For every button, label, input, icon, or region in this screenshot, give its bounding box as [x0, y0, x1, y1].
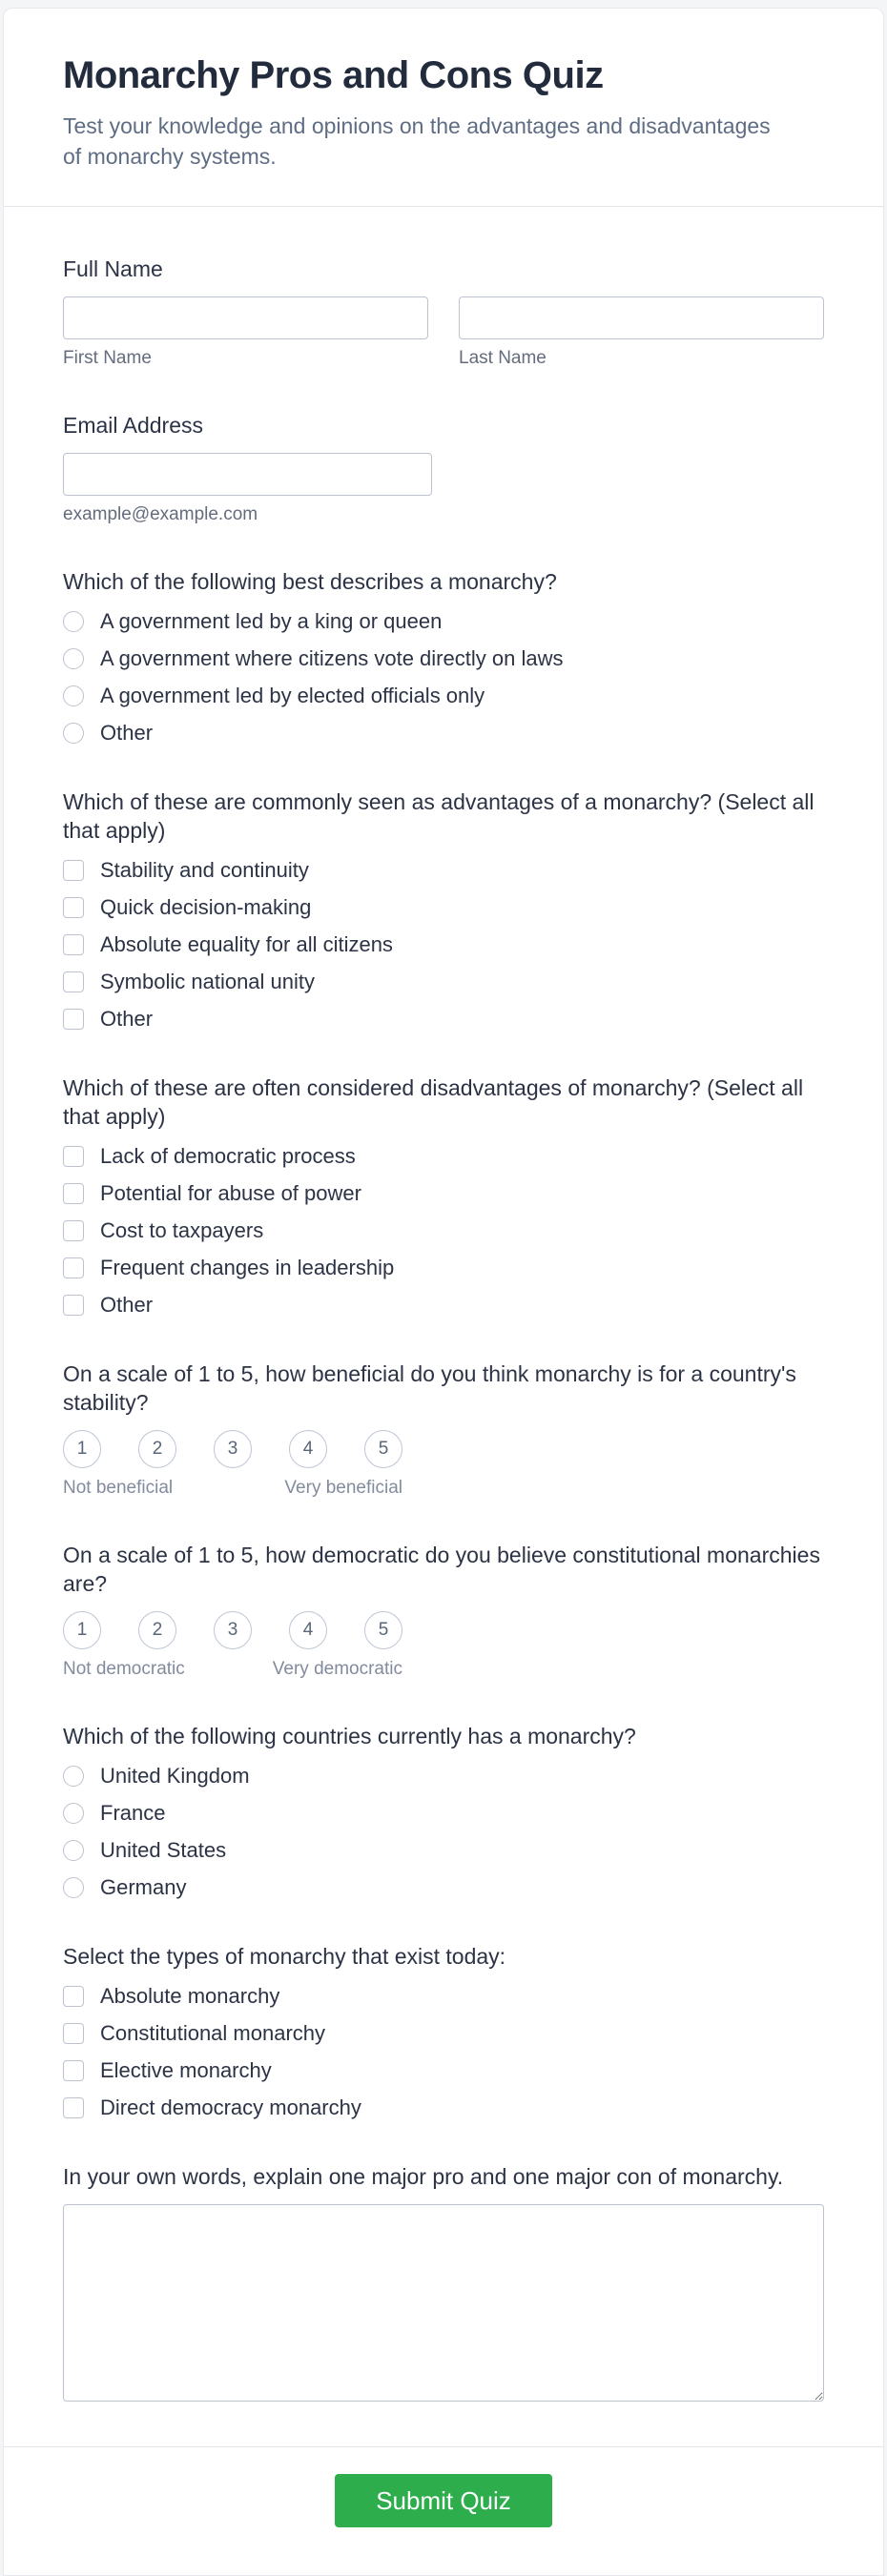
full-name-label: Full Name [63, 256, 163, 281]
scale-option-1[interactable]: 1 [63, 1430, 101, 1468]
option-label: United Kingdom [100, 1764, 250, 1788]
option-label: France [100, 1801, 166, 1825]
checkbox-option-row[interactable] [63, 970, 824, 994]
email-input[interactable] [63, 453, 432, 496]
radio-control[interactable] [63, 685, 84, 706]
full-name-field [63, 255, 824, 369]
radio-control[interactable] [63, 723, 84, 744]
submit-button[interactable]: Submit Quiz [335, 2474, 552, 2527]
radio-option-row[interactable] [63, 1838, 824, 1863]
checkbox-control[interactable] [63, 934, 84, 955]
option-label: Cost to taxpayers [100, 1218, 264, 1242]
question-essay [63, 2162, 824, 2406]
option-label: Quick decision-making [100, 895, 312, 919]
email-field [63, 411, 824, 525]
checkbox-option-row[interactable] [63, 2096, 824, 2120]
scale-row [63, 1611, 824, 1649]
checkbox-option-row[interactable] [63, 1256, 824, 1280]
checkbox-option-row[interactable] [63, 1293, 824, 1318]
checkbox-control[interactable] [63, 897, 84, 918]
option-label: Absolute equality for all citizens [100, 932, 393, 956]
question-label: Select the types of monarchy that exist today: [63, 1944, 506, 1969]
radio-option-row[interactable] [63, 1875, 824, 1900]
question-scale-democratic [63, 1541, 824, 1680]
essay-textarea[interactable] [63, 2204, 824, 2402]
radio-control[interactable] [63, 1877, 84, 1898]
scale-option-2[interactable]: 2 [138, 1430, 176, 1468]
scale-option-2[interactable]: 2 [138, 1611, 176, 1649]
scale-labels [63, 1478, 402, 1499]
checkbox-option-row[interactable] [63, 895, 824, 920]
option-label: Other [100, 721, 154, 745]
checkbox-control[interactable] [63, 1009, 84, 1030]
checkbox-option-row[interactable] [63, 932, 824, 957]
first-name-col [63, 296, 428, 369]
scale-left-label: Not democratic [63, 1659, 185, 1679]
last-name-col [459, 296, 824, 369]
option-label: Direct democracy monarchy [100, 2096, 361, 2119]
checkbox-option-row[interactable] [63, 1984, 824, 2009]
checkbox-control[interactable] [63, 1257, 84, 1278]
option-label: A government led by a king or queen [100, 609, 443, 633]
option-label: Stability and continuity [100, 858, 309, 882]
scale-option-5[interactable]: 5 [364, 1611, 402, 1649]
radio-option-row[interactable] [63, 684, 824, 708]
radio-option-row[interactable] [63, 1801, 824, 1826]
option-label: Frequent changes in leadership [100, 1256, 395, 1279]
form-body [4, 207, 883, 2446]
option-label: A government where citizens vote directly on laws [100, 646, 564, 670]
scale-left-label: Not beneficial [63, 1478, 174, 1498]
question-label: On a scale of 1 to 5, how beneficial do you think monarchy is for a country's stability? [63, 1361, 796, 1415]
scale-option-4[interactable]: 4 [289, 1611, 327, 1649]
page-title: Monarchy Pros and Cons Quiz [63, 54, 604, 96]
option-label: Elective monarchy [100, 2058, 272, 2082]
checkbox-option-row[interactable] [63, 2058, 824, 2083]
radio-control[interactable] [63, 1803, 84, 1824]
question-label: Which of the following best describes a monarchy? [63, 569, 557, 594]
checkbox-option-row[interactable] [63, 1218, 824, 1243]
question-disadvantages [63, 1073, 824, 1318]
checkbox-option-row[interactable] [63, 858, 824, 883]
first-name-input[interactable] [63, 296, 428, 339]
question-scale-beneficial [63, 1360, 824, 1499]
checkbox-control[interactable] [63, 860, 84, 881]
question-label: Which of these are often considered disadvantages of monarchy? (Select all that apply) [63, 1075, 804, 1129]
checkbox-control[interactable] [63, 2097, 84, 2118]
radio-option-row[interactable] [63, 1764, 824, 1789]
scale-option-3[interactable]: 3 [214, 1430, 252, 1468]
radio-option-row[interactable] [63, 609, 824, 634]
option-label: Germany [100, 1875, 187, 1899]
option-label: Potential for abuse of power [100, 1181, 361, 1205]
radio-control[interactable] [63, 1766, 84, 1787]
scale-right-label: Very beneficial [284, 1478, 402, 1498]
scale-option-5[interactable]: 5 [364, 1430, 402, 1468]
email-col [63, 453, 432, 525]
scale-labels [63, 1659, 402, 1680]
scale-option-3[interactable]: 3 [214, 1611, 252, 1649]
form-footer [4, 2446, 883, 2575]
scale-option-1[interactable]: 1 [63, 1611, 101, 1649]
question-monarchy-types [63, 1942, 824, 2120]
option-label: Symbolic national unity [100, 970, 316, 993]
form-card [3, 8, 884, 2576]
form-header [4, 9, 883, 206]
checkbox-control[interactable] [63, 1220, 84, 1241]
question-label: On a scale of 1 to 5, how democratic do you believe constitutional monarchies are? [63, 1543, 820, 1596]
option-label: Absolute monarchy [100, 1984, 280, 2008]
option-label: Other [100, 1007, 154, 1031]
question-label: Which of these are commonly seen as advantages of a monarchy? (Select all that apply) [63, 789, 815, 843]
page-subtitle: Test your knowledge and opinions on the advantages and disadvantages of monarchy systems. [63, 113, 771, 169]
option-label: A government led by elected officials only [100, 684, 485, 707]
name-row [63, 296, 824, 369]
checkbox-control[interactable] [63, 1146, 84, 1167]
radio-option-row[interactable] [63, 721, 824, 746]
first-name-sublabel: First Name [63, 348, 152, 368]
radio-control[interactable] [63, 648, 84, 669]
option-label: Lack of democratic process [100, 1144, 356, 1168]
checkbox-option-row[interactable] [63, 1144, 824, 1169]
question-label: Which of the following countries currently has a monarchy? [63, 1724, 636, 1748]
radio-control[interactable] [63, 1840, 84, 1861]
email-sublabel: example@example.com [63, 504, 258, 524]
checkbox-control[interactable] [63, 971, 84, 992]
checkbox-control[interactable] [63, 1295, 84, 1316]
option-label: Constitutional monarchy [100, 2021, 326, 2045]
option-label: United States [100, 1838, 227, 1862]
question-describe-monarchy [63, 567, 824, 746]
checkbox-option-row[interactable] [63, 1181, 824, 1206]
checkbox-control[interactable] [63, 1986, 84, 2007]
scale-option-4[interactable]: 4 [289, 1430, 327, 1468]
checkbox-option-row[interactable] [63, 1007, 824, 1032]
last-name-input[interactable] [459, 296, 824, 339]
checkbox-control[interactable] [63, 2060, 84, 2081]
radio-control[interactable] [63, 611, 84, 632]
email-label: Email Address [63, 413, 204, 438]
checkbox-control[interactable] [63, 2023, 84, 2044]
scale-right-label: Very democratic [272, 1659, 402, 1679]
checkbox-control[interactable] [63, 1183, 84, 1204]
question-advantages [63, 787, 824, 1032]
option-label: Other [100, 1293, 154, 1317]
checkbox-option-row[interactable] [63, 2021, 824, 2046]
question-label: In your own words, explain one major pro and one major con of monarchy. [63, 2164, 784, 2189]
question-country [63, 1722, 824, 1900]
scale-row [63, 1430, 824, 1468]
radio-option-row[interactable] [63, 646, 824, 671]
last-name-sublabel: Last Name [459, 348, 547, 368]
